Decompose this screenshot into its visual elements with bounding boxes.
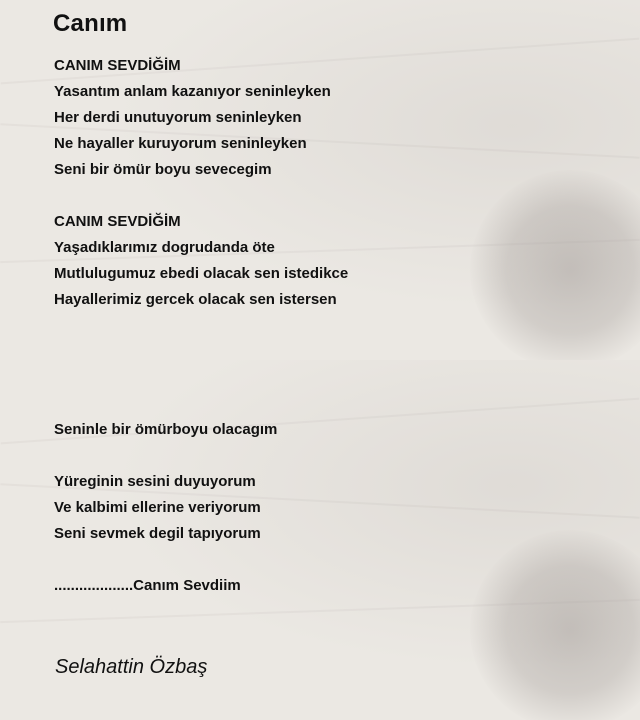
poem-line: Her derdi unutuyorum seninleyken <box>54 109 302 126</box>
poem-line: Seninle bir ömürboyu olacagım <box>54 421 278 438</box>
poem-line: Hayallerimiz gercek olacak sen istersen <box>54 291 337 308</box>
poem-line: Yüreginin sesini duyuyorum <box>54 473 256 490</box>
poem-line: Ve kalbimi ellerine veriyorum <box>54 499 261 516</box>
poem-body <box>54 53 614 599</box>
poem-line: Yasantım anlam kazanıyor seninleyken <box>54 83 331 100</box>
stanza-gap <box>54 313 614 391</box>
stanza-gap <box>54 391 614 417</box>
stanza-gap <box>54 547 614 573</box>
poem-line: CANIM SEVDİĞİM <box>54 213 181 230</box>
stanza-gap <box>54 183 614 209</box>
poem-line: Mutlulugumuz ebedi olacak sen istedikce <box>54 265 349 282</box>
stanza-gap <box>54 443 614 469</box>
poem-author: Selahattin Özbaş <box>55 656 208 678</box>
poem-line: Ne hayaller kuruyorum seninleyken <box>54 135 307 152</box>
poem-line: Yaşadıklarımız dogrudanda öte <box>54 239 275 256</box>
poem-line: ...................Canım Sevdiim <box>54 577 241 594</box>
poem-title: Canım <box>53 10 128 37</box>
poem-line: CANIM SEVDİĞİM <box>54 57 181 74</box>
poem-line: Seni bir ömür boyu sevecegim <box>54 161 272 178</box>
poem-line: Seni sevmek degil tapıyorum <box>54 525 261 542</box>
